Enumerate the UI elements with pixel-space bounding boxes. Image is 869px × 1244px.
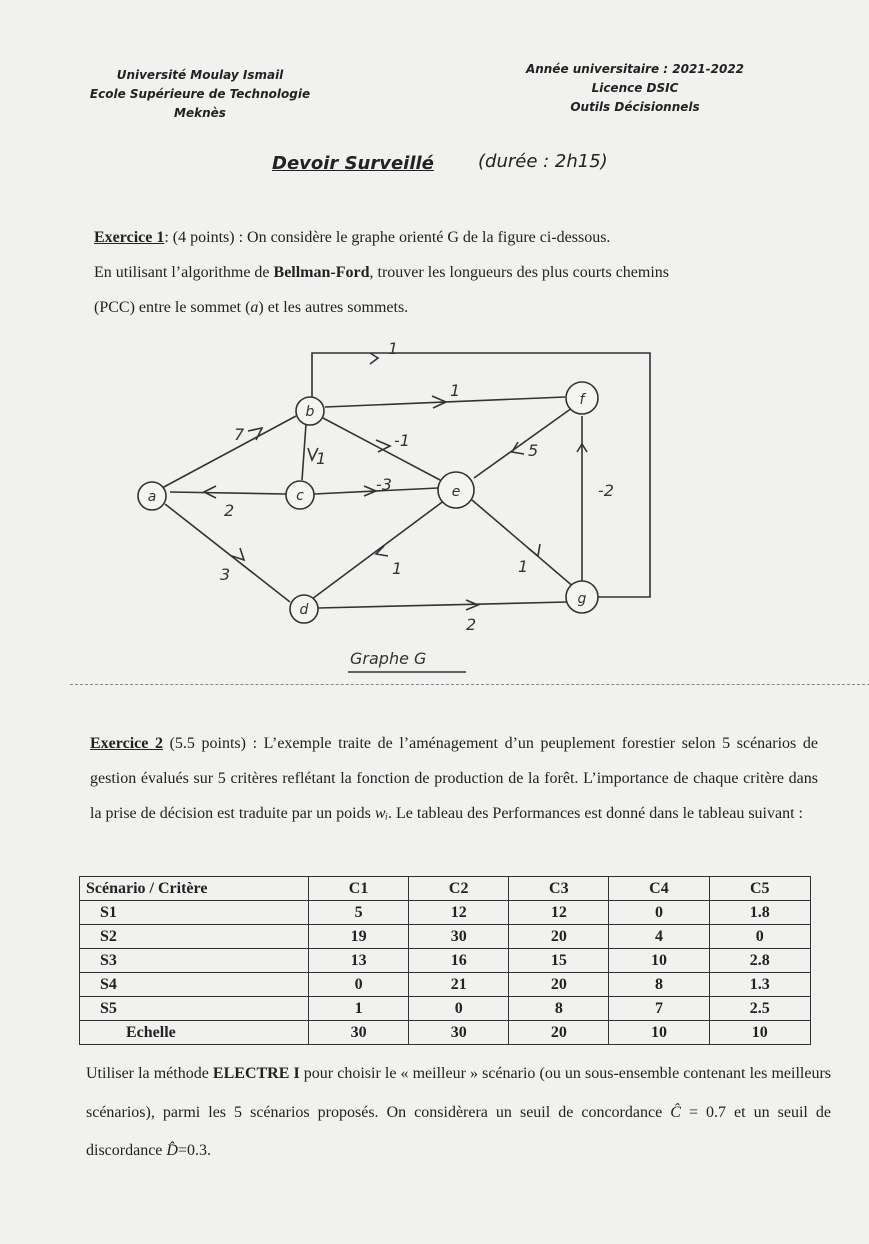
exercise-2-text-end: . Le tableau des Performances est donné dans le tableau suivant : bbox=[388, 805, 803, 822]
table-cell: 21 bbox=[409, 973, 509, 997]
arrow-b-e bbox=[376, 440, 390, 452]
node-g: g bbox=[577, 591, 587, 607]
table-cell: 8 bbox=[509, 997, 609, 1021]
table-header-row bbox=[80, 877, 811, 901]
table-cell: 30 bbox=[309, 1021, 409, 1045]
table-cell: 20 bbox=[509, 1021, 609, 1045]
node-c: c bbox=[296, 488, 304, 504]
text-fragment: (PCC) entre le sommet ( bbox=[94, 299, 251, 316]
table-header-cell: C4 bbox=[609, 877, 709, 901]
exercise-2-heading: Exercice 2 bbox=[90, 735, 163, 752]
edge-f-e bbox=[474, 408, 572, 478]
table-header-cell: C1 bbox=[309, 877, 409, 901]
school-name: Ecole Supérieure de Technologie bbox=[89, 87, 311, 101]
label-d-g: 2 bbox=[466, 615, 477, 634]
table-cell: 7 bbox=[609, 997, 709, 1021]
label-e-d: 1 bbox=[392, 559, 403, 578]
table-row bbox=[80, 901, 811, 925]
node-a: a bbox=[147, 489, 157, 505]
method-name: Bellman-Ford bbox=[273, 264, 370, 281]
city-name: Meknès bbox=[174, 106, 226, 120]
table-cell: 1 bbox=[309, 997, 409, 1021]
exercise-1-line-2 bbox=[94, 255, 814, 290]
exercise-2-points: (5.5 points) : bbox=[162, 735, 258, 752]
graph-diagram bbox=[120, 320, 680, 680]
text-fragment: ) et les autres sommets. bbox=[258, 299, 409, 316]
label-c-e: -3 bbox=[376, 475, 392, 494]
concordance-symbol: Ĉ bbox=[670, 1103, 681, 1121]
table-cell: 0 bbox=[609, 901, 709, 925]
page-title: Devoir Surveillé bbox=[272, 153, 434, 174]
text-fragment: , trouver les longueurs des plus courts chemins bbox=[369, 264, 670, 281]
text-fragment: pour choisir le « meilleur » scénario (ou un sous-ensemble contenant les meilleurs scénarios), parmi les 5 scénarios proposés. On considèrera un seuil de concordance bbox=[86, 1065, 832, 1121]
table-cell: 1.3 bbox=[709, 973, 811, 997]
table-cell: 19 bbox=[309, 925, 409, 949]
table-cell: 2.5 bbox=[709, 997, 811, 1021]
table-cell: 1.8 bbox=[709, 901, 811, 925]
table-cell: 5 bbox=[309, 901, 409, 925]
edge-d-g bbox=[318, 602, 567, 608]
table-cell: 16 bbox=[409, 949, 509, 973]
table-row-scale bbox=[80, 1021, 811, 1045]
weight-symbol: wᵢ bbox=[374, 805, 389, 822]
edge-b-e bbox=[323, 418, 440, 480]
program-name: Licence DSIC bbox=[591, 81, 679, 95]
table-cell: 20 bbox=[509, 973, 609, 997]
table-header-cell: C3 bbox=[509, 877, 609, 901]
table-cell: 4 bbox=[609, 925, 709, 949]
course-name: Outils Décisionnels bbox=[570, 100, 700, 114]
label-a-b: 7 bbox=[234, 425, 245, 444]
table-cell: 8 bbox=[609, 973, 709, 997]
table-cell: 12 bbox=[409, 901, 509, 925]
table-cell: 0 bbox=[409, 997, 509, 1021]
table-header-cell: C2 bbox=[409, 877, 509, 901]
arrow-g-b bbox=[370, 353, 378, 364]
graph-caption: Graphe G bbox=[350, 649, 427, 668]
label-b-e: -1 bbox=[394, 431, 410, 450]
node-b: b bbox=[305, 404, 315, 420]
table-cell: S2 bbox=[80, 925, 309, 949]
table-cell: S3 bbox=[80, 949, 309, 973]
exercise-2 bbox=[90, 726, 818, 831]
performance-table bbox=[79, 876, 811, 1045]
section-divider bbox=[70, 684, 869, 685]
label-b-c: 1 bbox=[316, 449, 327, 468]
label-g-b: 1 bbox=[388, 339, 399, 358]
table-cell: 10 bbox=[609, 949, 709, 973]
node-e: e bbox=[451, 484, 461, 500]
table-cell: 0 bbox=[709, 925, 811, 949]
table-cell: S1 bbox=[80, 901, 309, 925]
table-row bbox=[80, 949, 811, 973]
source-vertex: a bbox=[250, 299, 259, 316]
table-row bbox=[80, 997, 811, 1021]
table-cell: 20 bbox=[509, 925, 609, 949]
method-name: ELECTRE I bbox=[212, 1065, 300, 1082]
text-fragment: Utiliser la méthode bbox=[86, 1065, 213, 1082]
table-header-cell: Scénario / Critère bbox=[80, 877, 309, 901]
node-f: f bbox=[579, 392, 585, 408]
edge-a-b bbox=[162, 416, 296, 488]
electre-instructions bbox=[86, 1055, 831, 1171]
discordance-value: =0.3. bbox=[177, 1142, 211, 1159]
university-header bbox=[60, 66, 340, 123]
table-cell: S4 bbox=[80, 973, 309, 997]
exercise-1 bbox=[94, 220, 814, 325]
table-cell: 30 bbox=[409, 925, 509, 949]
label-b-f: 1 bbox=[450, 381, 461, 400]
exercise-2-text: L’exemple traite de l’aménagement d’un peuplement forestier selon 5 scénarios de gestion évalués sur 5 critères reflétant la fonction de production de la forêt. L’importance de chaque critère dans la prise de décision est traduite par un poids bbox=[90, 735, 819, 822]
university-name: Université Moulay Ismail bbox=[116, 68, 284, 82]
table-cell: Echelle bbox=[80, 1021, 309, 1045]
discordance-symbol: D̂ bbox=[166, 1142, 178, 1159]
label-e-g: 1 bbox=[518, 557, 529, 576]
concordance-value: = 0.7 et un seuil de discordance bbox=[86, 1103, 832, 1159]
table-cell: 0 bbox=[309, 973, 409, 997]
exercise-1-points: : (4 points) : On considère le graphe orienté G de la figure ci-dessous. bbox=[164, 229, 611, 246]
table-cell: 15 bbox=[509, 949, 609, 973]
table-row bbox=[80, 925, 811, 949]
table-cell: 12 bbox=[509, 901, 609, 925]
table-cell: 10 bbox=[709, 1021, 811, 1045]
course-header bbox=[500, 60, 770, 117]
node-d: d bbox=[299, 602, 309, 618]
table-cell: 10 bbox=[609, 1021, 709, 1045]
label-a-d: 3 bbox=[220, 565, 231, 584]
exam-duration: (durée : 2h15) bbox=[478, 151, 608, 172]
table-cell: 13 bbox=[309, 949, 409, 973]
edge-b-c bbox=[302, 424, 306, 480]
edge-c-a bbox=[170, 492, 286, 494]
table-cell: S5 bbox=[80, 997, 309, 1021]
text-fragment: En utilisant l’algorithme de bbox=[94, 264, 274, 281]
table-cell: 2.8 bbox=[709, 949, 811, 973]
label-g-f: -2 bbox=[598, 481, 614, 500]
arrow-e-g bbox=[528, 544, 540, 556]
exercise-1-heading: Exercice 1 bbox=[94, 229, 165, 246]
academic-year: Année universitaire : 2021-2022 bbox=[525, 62, 745, 76]
label-c-a: 2 bbox=[224, 501, 235, 520]
table-row bbox=[80, 973, 811, 997]
label-f-e: 5 bbox=[528, 441, 539, 460]
edge-e-d bbox=[308, 500, 445, 602]
table-cell: 30 bbox=[409, 1021, 509, 1045]
table-header-cell: C5 bbox=[709, 877, 811, 901]
exercise-1-line-1 bbox=[94, 220, 814, 255]
